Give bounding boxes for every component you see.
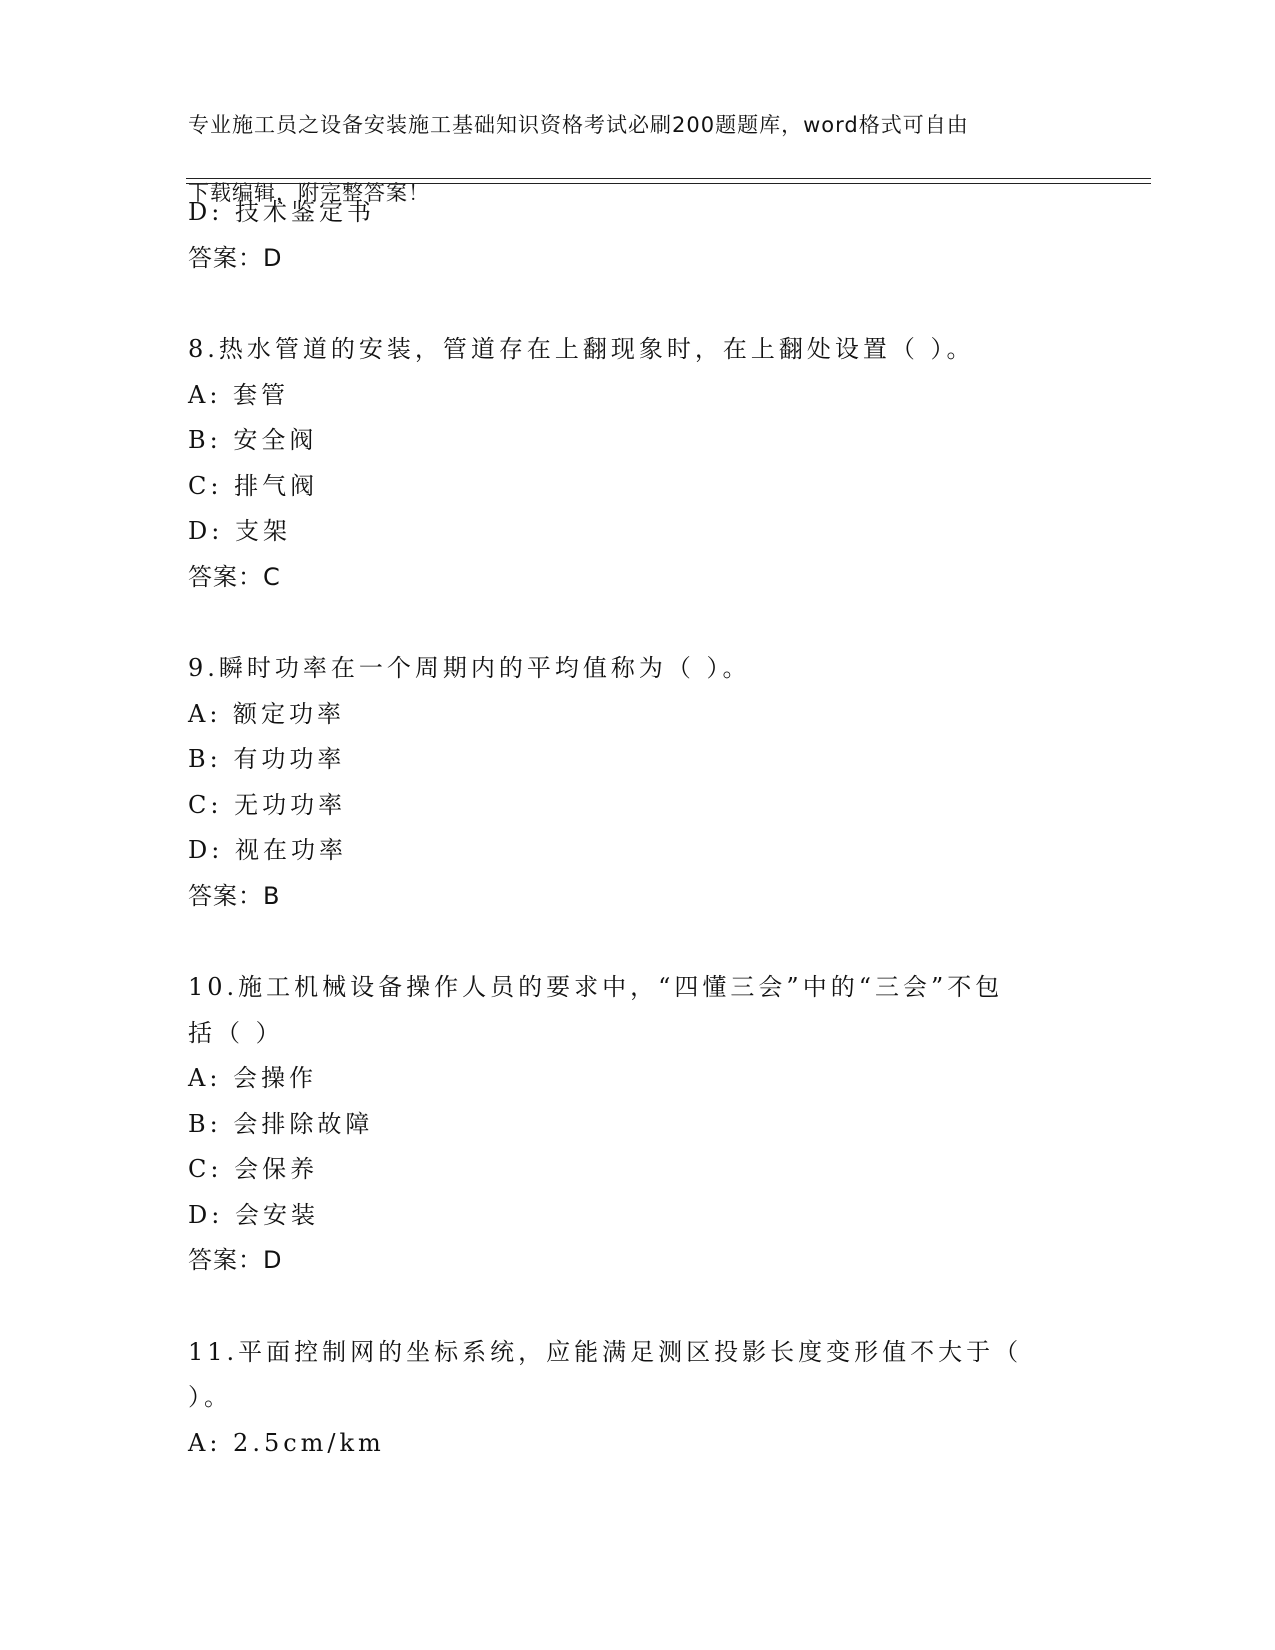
option-d: D: 技术鉴定书	[188, 198, 375, 226]
header-rule-bottom	[186, 183, 1151, 184]
option-a: A: 套管	[188, 380, 290, 409]
option-b: B: 会排除故障	[188, 1109, 374, 1138]
header-line-2: 下载编辑，附完整答案！	[188, 181, 430, 205]
answer: 答案：D	[188, 1246, 283, 1274]
option-b: B: 安全阀	[188, 426, 318, 454]
option-d: D: 支架	[188, 517, 291, 545]
header-line-1: 专业施工员之设备安装施工基础知识资格考试必刷200题题库，word格式可自由	[188, 113, 969, 137]
option-c: C: 会保养	[188, 1155, 319, 1183]
question-11	[188, 1330, 1088, 1467]
question-8	[188, 327, 1088, 600]
question-list	[188, 190, 1088, 1466]
option-d: D: 视在功率	[188, 836, 347, 864]
option-a: A: 额定功率	[188, 699, 346, 728]
question-stem-line-1: 10.施工机械设备操作人员的要求中，“四懂三会”中的“三会”不包	[188, 973, 1004, 1001]
answer: 答案：C	[188, 562, 281, 591]
option-a: A: 2.5cm/km	[188, 1428, 385, 1457]
question-stem-line-1: 11.平面控制网的坐标系统，应能满足测区投影长度变形值不大于（	[188, 1337, 1023, 1366]
option-c: C: 无功功率	[188, 790, 347, 819]
question-stem: 9.瞬时功率在一个周期内的平均值称为（ ）。	[188, 654, 751, 682]
option-a: A: 会操作	[188, 1064, 318, 1092]
option-d: D: 会安装	[188, 1200, 319, 1229]
option-c: C: 排气阀	[188, 471, 319, 500]
question-stem-line-2: ）。	[188, 1383, 232, 1411]
question-stem: 8.热水管道的安装，管道存在上翻现象时，在上翻处设置（ ）。	[188, 335, 975, 363]
header-rule-top	[186, 178, 1151, 179]
option-b: B: 有功功率	[188, 745, 346, 773]
question-9	[188, 646, 1088, 919]
answer: 答案：B	[188, 881, 281, 910]
answer: 答案：D	[188, 243, 283, 272]
question-stem-line-2: 括（ ）	[188, 1018, 284, 1047]
question-10	[188, 965, 1088, 1284]
